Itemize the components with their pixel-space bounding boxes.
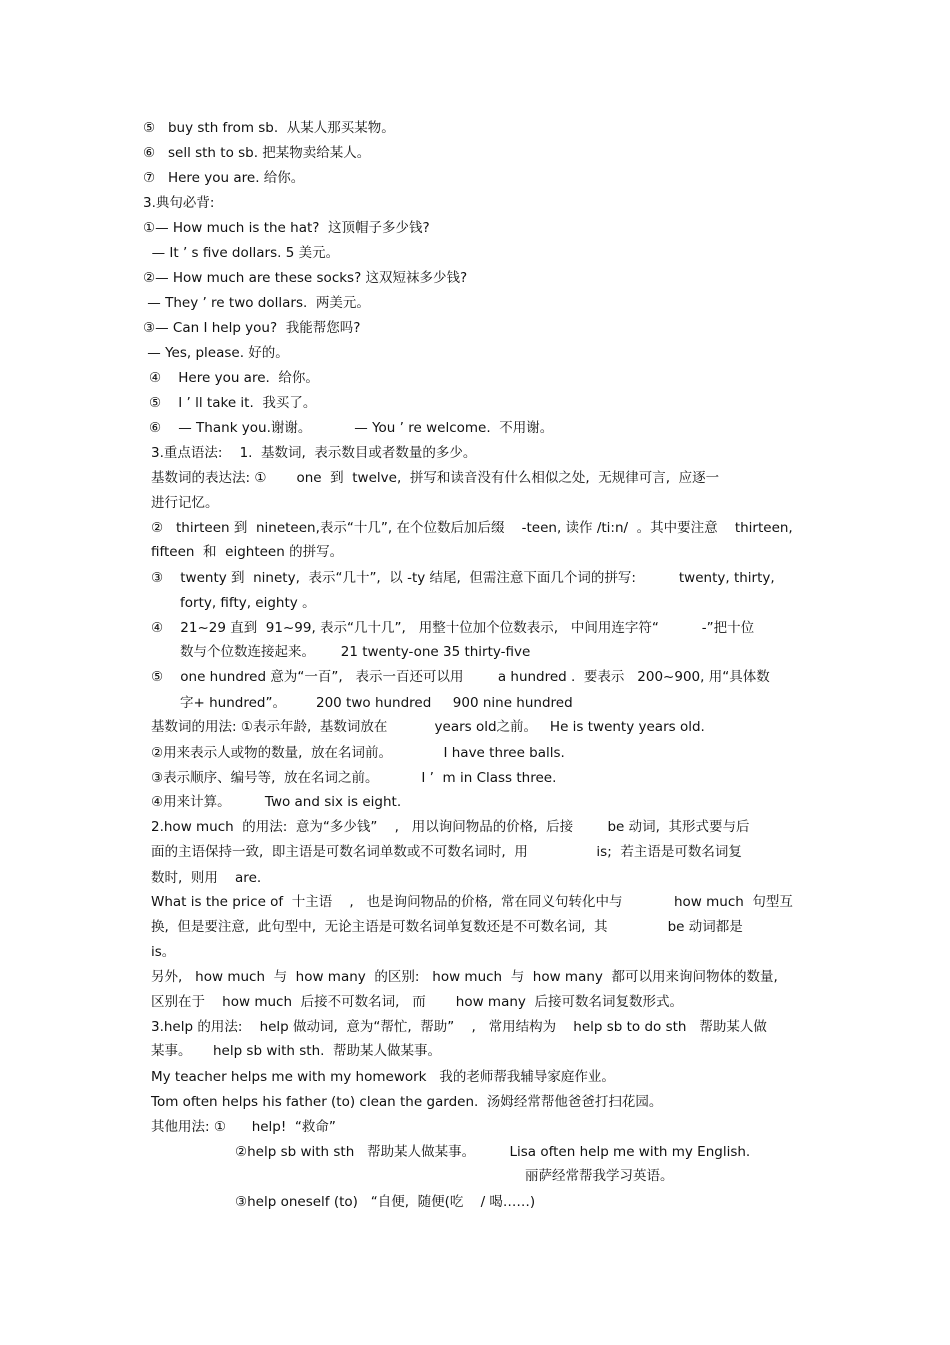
section-heading: 3.重点语法: 1. 基数词, 表示数目或者数量的多少。: [151, 445, 477, 461]
text-line: 换, 但是要注意, 此句型中, 无论主语是可数名词单复数还是不可数名词, 其 be 动词都是: [151, 919, 743, 935]
text-line: 基数词的表达法: ① one 到 twelve, 拼写和读音没有什么相似之处, 无规律可言, 应逐一: [151, 470, 720, 486]
text-line: What is the price of 十主语 , 也是询问物品的价格, 常在同义句转化中与 how much 句型互: [151, 894, 793, 910]
text-line: 字+ hundred”。 200 two hundred 900 nine hundred: [180, 695, 573, 711]
text-line: ④ Here you are. 给你。: [149, 370, 319, 386]
text-line: ⑤ I ’ ll take it. 我买了。: [149, 395, 317, 411]
section-heading: 2.how much 的用法: 意为“多少钱” , 用以询问物品的价格, 后接 be 动词, 其形式要与后: [151, 819, 750, 835]
text-line: ④用来计算。 Two and six is eight.: [151, 794, 402, 810]
text-line: 进行记忆。: [151, 495, 219, 511]
text-line: ④ 21~29 直到 91~99, 表示“几十几”, 用整十位加个位数表示, 中间用连字符“ -”把十位: [151, 620, 755, 636]
section-heading: 3.help 的用法: help 做动词, 意为“帮忙, 帮助” , 常用结构为 help sb to do sth 帮助某人做: [151, 1019, 767, 1035]
text-line: fifteen 和 eighteen 的拼写。: [151, 544, 344, 560]
text-line: 丽萨经常帮我学习英语。: [525, 1168, 674, 1184]
text-line: ③表示顺序、编号等, 放在名词之前。 I ’ m in Class three.: [151, 770, 557, 786]
text-line: ①— How much is the hat? 这顶帽子多少钱?: [143, 220, 430, 236]
text-line: — Yes, please. 好的。: [143, 345, 289, 361]
text-line: 另外, how much 与 how many 的区别: how much 与 how many 都可以用来询问物体的数量,: [151, 969, 778, 985]
text-line: ⑤ one hundred 意为“一百”, 表示一百还可以用 a hundred . 要表示 200~900, 用“具体数: [151, 669, 770, 685]
text-line: ②help sb with sth 帮助某人做某事。 Lisa often help me with my English.: [235, 1144, 751, 1160]
text-line: ③— Can I help you? 我能帮您吗?: [143, 320, 361, 336]
text-line: ②— How much are these socks? 这双短袜多少钱?: [143, 270, 468, 286]
text-line: 区别在于 how much 后接不可数名词, 而 how many 后接可数名词复数形式。: [151, 994, 683, 1010]
text-line: forty, fifty, eighty 。: [180, 595, 316, 611]
text-line: Tom often helps his father (to) clean the garden. 汤姆经常帮他爸爸打扫花园。: [151, 1094, 663, 1110]
text-line: 某事。 help sb with sth. 帮助某人做某事。: [151, 1043, 442, 1059]
text-line: ⑦ Here you are. 给你。: [143, 170, 305, 186]
text-line: ③help oneself (to) “自便, 随便(吃 / 喝……): [235, 1194, 536, 1210]
text-line: ⑤ buy sth from sb. 从某人那买某物。: [143, 120, 395, 136]
text-line: ②用来表示人或物的数量, 放在名词前。 I have three balls.: [151, 745, 565, 761]
text-line: ⑥ sell sth to sb. 把某物卖给某人。: [143, 145, 371, 161]
text-line: — It ’ s five dollars. 5 美元。: [143, 245, 340, 261]
text-line: — They ’ re two dollars. 两美元。: [143, 295, 370, 311]
section-heading: 3.典句必背:: [143, 195, 215, 211]
text-line: My teacher helps me with my homework 我的老师帮我辅导家庭作业。: [151, 1069, 615, 1085]
text-line: 面的主语保持一致, 即主语是可数名词单数或不可数名词时, 用 is; 若主语是可数名词复: [151, 844, 742, 860]
text-line: is。: [151, 944, 176, 960]
text-line: 其他用法: ① help! “救命”: [151, 1119, 336, 1135]
text-line: ② thirteen 到 nineteen,表示“十几”, 在个位数后加后缀 -teen, 读作 /ti:n/ 。其中要注意 thirteen,: [151, 520, 793, 536]
text-line: 数与个位数连接起来。 21 twenty-one 35 thirty-five: [180, 644, 531, 660]
text-line: 基数词的用法: ①表示年龄, 基数词放在 years old之前。 He is twenty years old.: [151, 719, 705, 735]
text-line: ⑥ — Thank you.谢谢。 — You ’ re welcome. 不用谢。: [149, 420, 554, 436]
text-line: ③ twenty 到 ninety, 表示“几十”, 以 -ty 结尾, 但需注意下面几个词的拼写: twenty, thirty,: [151, 570, 775, 586]
text-line: 数时, 则用 are.: [151, 870, 262, 886]
